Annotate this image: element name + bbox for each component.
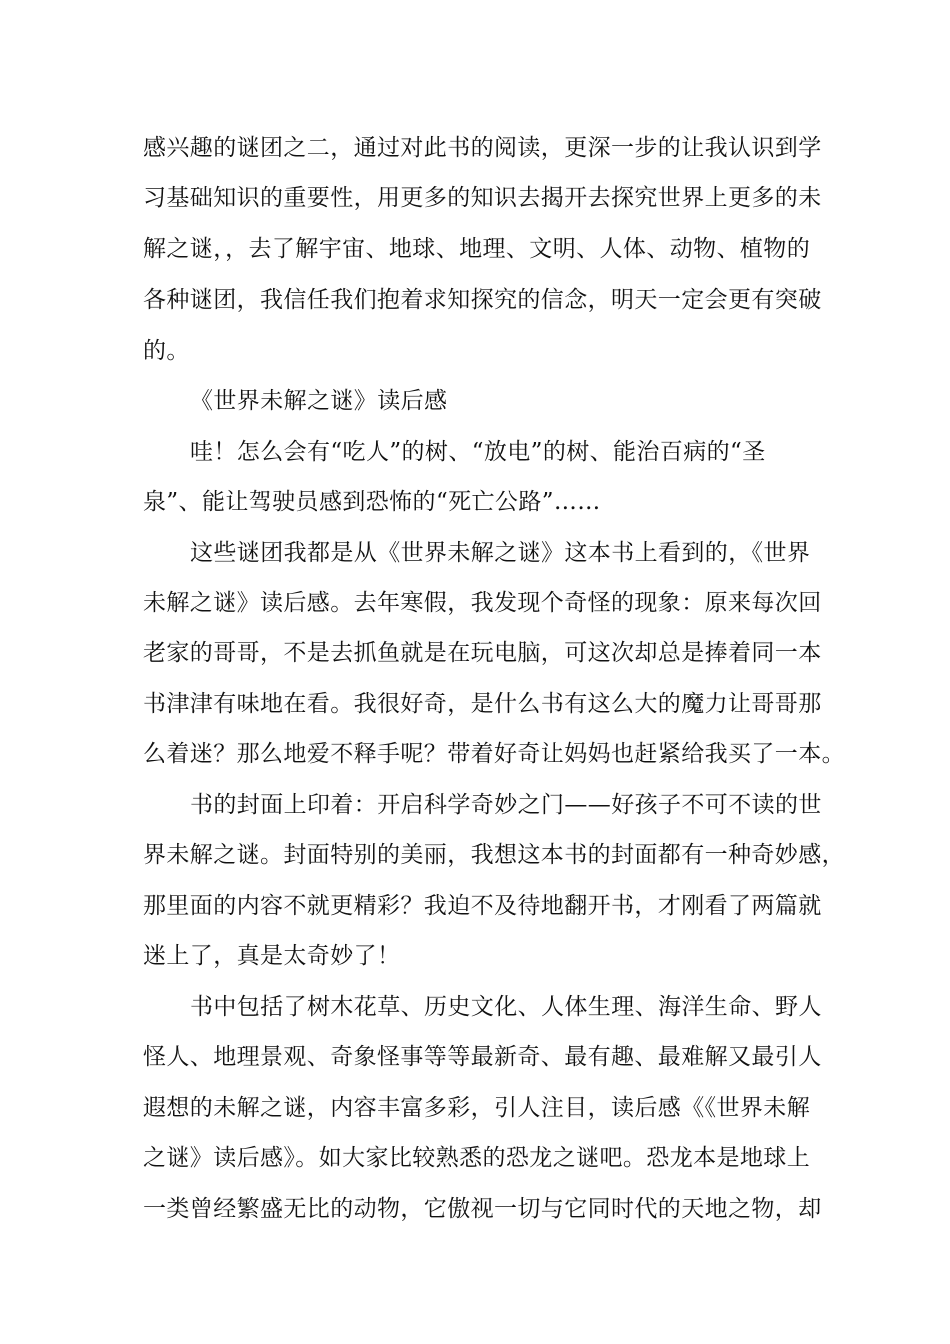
text-line: 各种谜团，我信任我们抱着求知探究的信念，明天一定会更有突破 (143, 287, 822, 313)
text-line: 解之谜，，去了解宇宙、地球、地理、文明、人体、动物、植物的 (143, 236, 811, 262)
text-line: 遐想的未解之谜，内容丰富多彩，引人注目，读后感《《世界未解 (143, 1095, 811, 1121)
text-line: 的。 (143, 338, 190, 364)
section-heading: 《世界未解之谜》读后感 (190, 388, 448, 414)
text-line: 界未解之谜。封面特别的美丽，我想这本书的封面都有一种奇妙感， (143, 842, 845, 868)
text-line: 习基础知识的重要性，用更多的知识去揭开去探究世界上更多的未 (143, 185, 822, 211)
text-line: 这些谜团我都是从《世界未解之谜》这本书上看到的，《世界 (190, 540, 811, 566)
text-line: 么着迷？那么地爱不释手呢？带着好奇让妈妈也赶紧给我买了一本。 (143, 741, 845, 767)
text-line: 迷上了，真是太奇妙了！ (143, 943, 401, 969)
text-line: 书津津有味地在看。我很好奇，是什么书有这么大的魔力让哥哥那 (143, 691, 822, 717)
text-line: 书的封面上印着：开启科学奇妙之门——好孩子不可不读的世 (190, 792, 822, 818)
text-line: 一类曾经繁盛无比的动物，它傲视一切与它同时代的天地之物，却 (143, 1196, 822, 1222)
text-line: 未解之谜》读后感。去年寒假，我发现个奇怪的现象：原来每次回 (143, 590, 822, 616)
text-line: 感兴趣的谜团之二，通过对此书的阅读，更深一步的让我认识到学 (143, 135, 822, 161)
text-line: 老家的哥哥，不是去抓鱼就是在玩电脑，可这次却总是捧着同一本 (143, 640, 822, 666)
text-line: 那里面的内容不就更精彩？我迫不及待地翻开书，才刚看了两篇就 (143, 893, 822, 919)
text-line: 怪人、地理景观、奇象怪事等等最新奇、最有趣、最难解又最引人 (143, 1044, 822, 1070)
text-line: 之谜》读后感》。如大家比较熟悉的恐龙之谜吧。恐龙本是地球上 (143, 1145, 811, 1171)
text-line: 书中包括了树木花草、历史文化、人体生理、海洋生命、野人 (190, 994, 822, 1020)
text-line: 哇！怎么会有“吃人”的树、“放电”的树、能治百病的“圣 (190, 439, 766, 465)
text-line: 泉”、能让驾驶员感到恐怖的“死亡公路”…… (143, 489, 601, 515)
